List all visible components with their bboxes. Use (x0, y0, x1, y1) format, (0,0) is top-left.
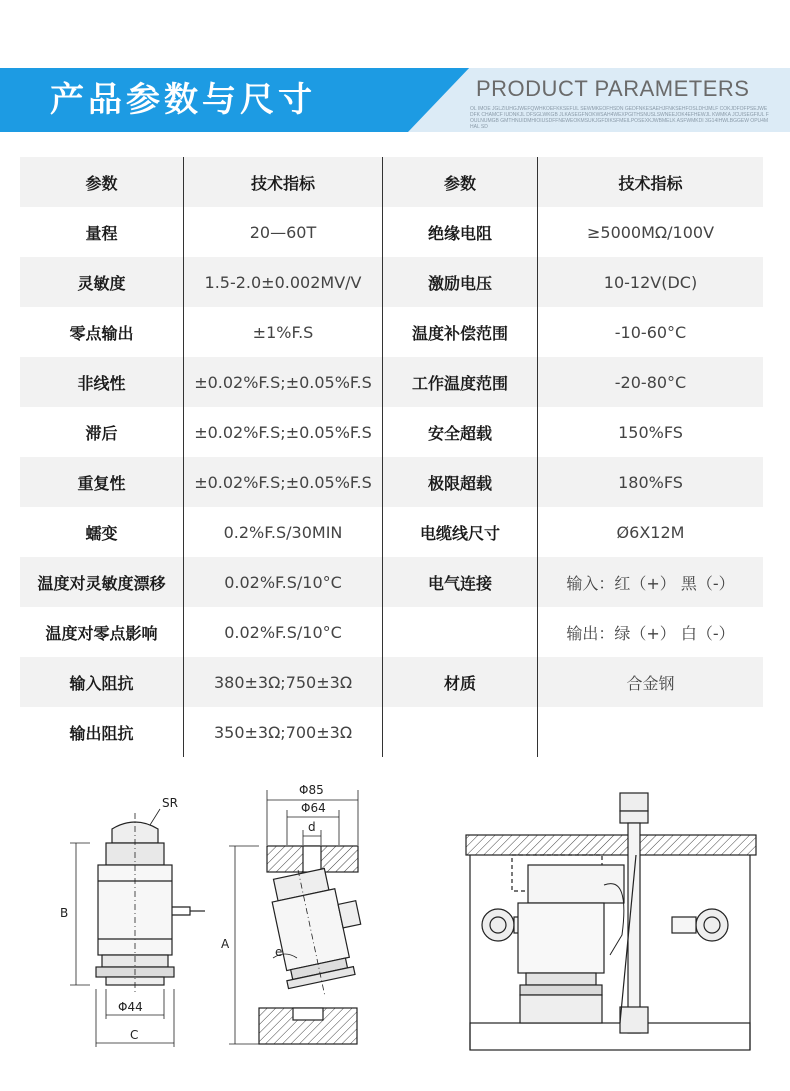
label-a: A (221, 937, 230, 951)
param-name-2: 温度补偿范围 (411, 323, 508, 343)
param-name-1: 输出阻抗 (69, 723, 134, 743)
param-value-1: ±0.02%F.S;±0.05%F.S (183, 357, 383, 407)
header-param-1: 参数 (85, 173, 118, 193)
param-value-1: 0.02%F.S/10°C (183, 607, 383, 657)
header-param-2: 参数 (443, 173, 476, 193)
label-phi44: Φ44 (118, 1000, 143, 1014)
label-phi85: Φ85 (299, 783, 324, 797)
parameter-table (20, 157, 763, 757)
param-value-1: 350±3Ω;700±3Ω (183, 707, 383, 757)
banner-fine-print: OL IMOE JGLZIUHGJWEFQWHKOEFKKSEFUL SEWMKEOFHSDN GEDFNKESAEHJFNKSEHFOSLDHJMLF COKJDFOFPSEJWEDFK CHAMCF IUDNKJL DFSGLWKGB JLKASEGFNOKWSAH4WEXPGITHSNUSLSWNEEJOK4EFHEWJL KWMKA JCUISEGFIUL FOULNUMGB GMTHNUIDMHIOIUSDFFNEWEOKMSUKJGFDIKSFMEILPOSEXKJWBMELK ASFWMKDI 3G14IHWLBGGEW OPU4MHAL SD (470, 106, 769, 130)
label-e: e (275, 945, 283, 959)
param-name-1: 量程 (85, 223, 118, 243)
param-value-2: 150%FS (537, 407, 763, 457)
param-name-2: 电气连接 (427, 573, 492, 593)
param-value-2: 输入：红（+） 黑（-） (537, 557, 763, 607)
table-row (20, 657, 763, 707)
table-row (20, 707, 763, 757)
param-name-2 (383, 607, 537, 657)
param-name-1: 蠕变 (85, 523, 118, 543)
param-name-1: 温度对灵敏度漂移 (37, 573, 166, 593)
param-value-2 (537, 707, 763, 757)
table-row (20, 357, 763, 407)
param-value-1: ±1%F.S (183, 307, 383, 357)
param-value-1: 0.02%F.S/10°C (183, 557, 383, 607)
param-value-1: ±0.02%F.S;±0.05%F.S (183, 407, 383, 457)
section-title: 产品参数与尺寸 (50, 80, 316, 120)
param-name-2: 材质 (443, 673, 476, 693)
param-value-1: 380±3Ω;750±3Ω (183, 657, 383, 707)
table-row (20, 207, 763, 257)
param-value-2: ≥5000MΩ/100V (537, 207, 763, 257)
param-name-1: 非线性 (77, 373, 126, 393)
param-value-1: 0.2%F.S/30MIN (183, 507, 383, 557)
table-row (20, 607, 763, 657)
param-name-1: 灵敏度 (77, 273, 126, 293)
param-name-2: 工作温度范围 (411, 373, 508, 393)
label-b: B (60, 906, 69, 920)
table-row (20, 307, 763, 357)
header-spec-2: 技术指标 (537, 157, 763, 207)
param-name-1: 温度对零点影响 (45, 623, 158, 643)
header-spec-1: 技术指标 (183, 157, 383, 207)
param-name-2: 电缆线尺寸 (419, 523, 500, 543)
param-name-2 (383, 707, 537, 757)
mounting-section-drawing (215, 780, 380, 1060)
param-value-2: -10-60°C (537, 307, 763, 357)
param-name-1: 输入阻抗 (69, 673, 134, 693)
load-cell-dimension-drawing (40, 795, 210, 1055)
param-value-2: 输出：绿（+） 白（-） (537, 607, 763, 657)
section-title-en: PRODUCT PARAMETERS (476, 76, 750, 101)
table-row (20, 257, 763, 307)
label-c: C (130, 1028, 139, 1042)
param-name-1: 重复性 (77, 473, 126, 493)
table-header-row (20, 157, 763, 207)
label-phi64: Φ64 (301, 801, 326, 815)
assembly-drawing (460, 785, 760, 1055)
param-value-1: 20—60T (183, 207, 383, 257)
param-name-1: 零点输出 (69, 323, 134, 343)
label-sr: SR (162, 796, 178, 810)
table-row (20, 407, 763, 457)
table-row (20, 457, 763, 507)
param-value-2: -20-80°C (537, 357, 763, 407)
param-value-2: 10-12V(DC) (537, 257, 763, 307)
param-name-2: 安全超载 (427, 423, 492, 443)
param-value-2: 合金钢 (537, 657, 763, 707)
section-banner (0, 68, 790, 132)
table-row (20, 557, 763, 607)
param-value-1: 1.5-2.0±0.002MV/V (183, 257, 383, 307)
table-row (20, 507, 763, 557)
param-name-2: 极限超载 (427, 473, 492, 493)
param-name-1: 滞后 (85, 423, 118, 443)
param-value-2: 180%FS (537, 457, 763, 507)
label-d: d (308, 820, 316, 834)
param-value-2: Ø6X12M (537, 507, 763, 557)
param-value-1: ±0.02%F.S;±0.05%F.S (183, 457, 383, 507)
param-name-2: 绝缘电阻 (427, 223, 492, 243)
param-name-2: 激励电压 (427, 273, 492, 293)
